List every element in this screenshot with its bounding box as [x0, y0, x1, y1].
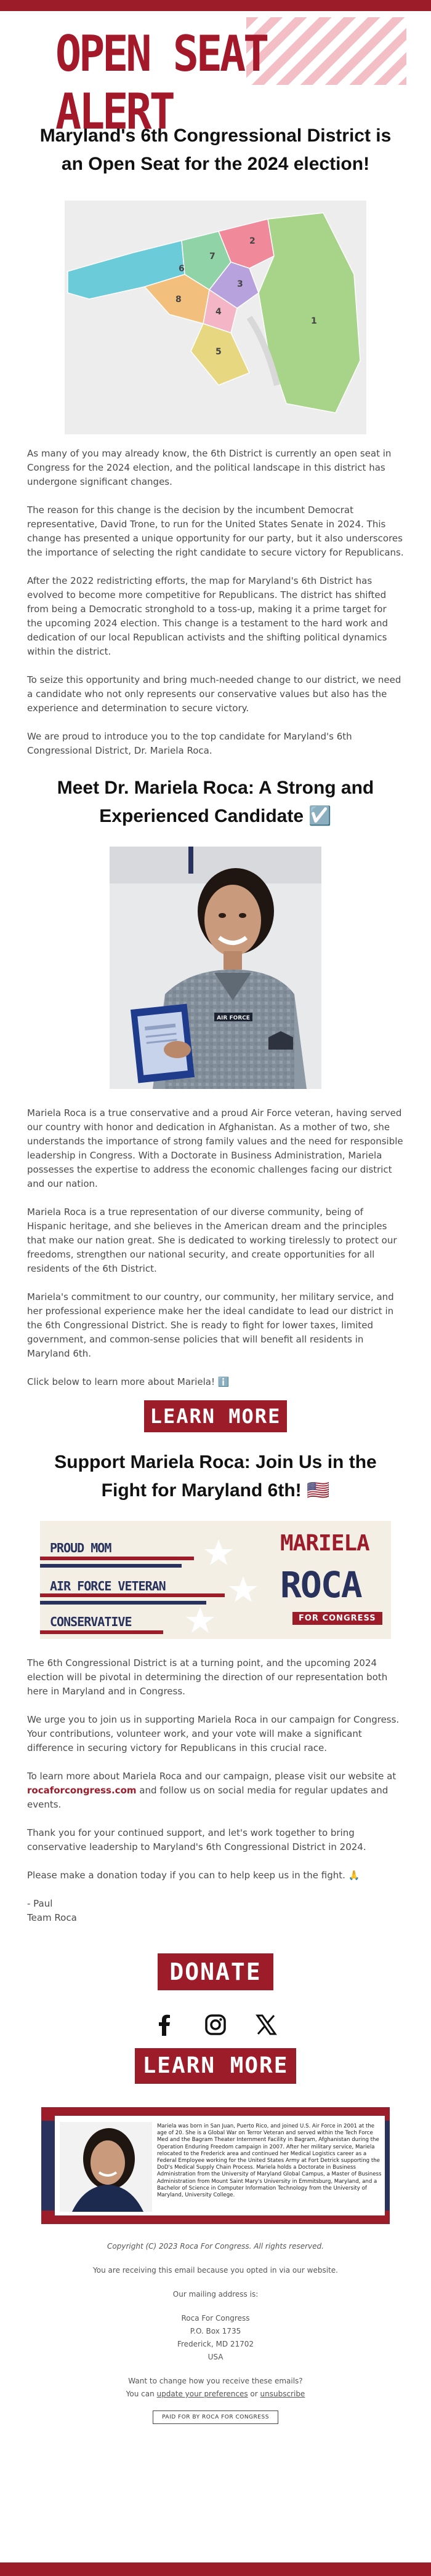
footer-org: Roca For Congress [181, 2314, 250, 2323]
map-label-3: 3 [237, 279, 243, 289]
intro-paragraph: The reason for this change is the decision by the incumbent Democrat representative, David Trone, to run for the United States Senate in 2024. This change has presented a unique opportunity for our party, but it also underscores the importance of selecting the right candidate to secure victory for Republicans. [27, 504, 404, 558]
logo-for-congress: FOR CONGRESS [292, 1612, 382, 1625]
paid-for-badge: PAID FOR BY ROCA FOR CONGRESS [153, 2411, 278, 2424]
header-banner [25, 11, 406, 141]
candidate-heading: Meet Dr. Mariela Roca: A Strong and Experienced Candidate ☑️ [57, 778, 374, 826]
candidate-paragraph: Mariela Roca is a true conservative and a proud Air Force veteran, having served our country with honor and dedication in Afghanistan. As a mother of two, she understands the importance of strong family values and the need for responsible leadership in Congress. With a Doctorate in Business Administration, Mariela possesses the expertise to address the economic challenges facing our district and our nation. [27, 1107, 403, 1189]
x-icon[interactable] [255, 2014, 277, 2036]
footer-copyright: Copyright (C) 2023 Roca For Congress. All rights reserved. [107, 2242, 324, 2251]
email-footer [0, 2241, 431, 2424]
bottom-accent-bar [0, 2562, 431, 2576]
portrait-drawing [110, 847, 321, 1089]
website-text-before: To learn more about Mariela Roca and our campaign, please visit our website at [27, 1771, 397, 1782]
footer-can-text: You can [126, 2390, 157, 2398]
page-headline: Maryland's 6th Congressional District is an Open Seat for the 2024 election! [39, 126, 392, 174]
logo-last-name: ROCA [280, 1564, 361, 1606]
banner-title: OPEN SEAT ALERT [55, 25, 267, 141]
signature-name: - Paul [27, 1898, 53, 1909]
website-paragraph [27, 1769, 404, 1812]
unsubscribe-link[interactable]: unsubscribe [260, 2390, 305, 2398]
footer-change-prompt: Want to change how you receive these emails? [128, 2377, 303, 2385]
map-label-5: 5 [216, 347, 222, 357]
candidate-portrait [110, 847, 321, 1089]
bio-headshot [60, 2122, 152, 2212]
support-paragraph: The 6th Congressional District is at a turning point, and the upcoming 2024 election will be pivotal in determining the direction of our representation both here in Maryland and in Congress. [27, 1657, 388, 1697]
campaign-logo-image [40, 1521, 391, 1639]
roca-logo [274, 1527, 391, 1632]
logo-line-2: AIR FORCE VETERAN [50, 1579, 166, 1593]
logo-line-1: PROUD MOM [50, 1541, 111, 1555]
instagram-icon[interactable] [204, 2014, 227, 2036]
intro-paragraph: To seize this opportunity and bring much-needed change to our district, we need a candidate who not only represents our conservative values but also has the experience and determination to secure victory. [27, 674, 401, 714]
footer-country: USA [207, 2353, 224, 2361]
learn-more-button[interactable]: LEARN MORE [144, 1400, 287, 1432]
footer-po-box: P.O. Box 1735 [190, 2327, 241, 2335]
candidate-paragraph: Mariela's commitment to our country, our community, her military service, and her professional experience make her the ideal candidate to lead our district in the 6th Congressional District. She is ready to fight for lower taxes, limited government, and common-sense policies that will benefit all residents in Maryland 6th. [27, 1291, 394, 1359]
map-label-6: 6 [179, 264, 185, 274]
map-label-8: 8 [175, 295, 182, 305]
footer-mailing-label: Our mailing address is: [172, 2290, 259, 2299]
intro-paragraph: After the 2022 redistricting efforts, the map for Maryland's 6th District has evolved to become more competitive for Republicans. The district has shifted from being a Democratic stronghold to a toss-up, making it a prime target for the upcoming 2024 election. This change is a testament to the hard work and dedication of our local Republican activists and the shifting political dynamics within the district. [27, 575, 388, 657]
intro-paragraph: We are proud to introduce you to the top candidate for Maryland's 6th Congressional District, Dr. Mariela Roca. [27, 731, 352, 756]
map-label-2: 2 [249, 236, 256, 246]
update-preferences-link[interactable]: update your preferences [156, 2390, 248, 2398]
donation-request: Please make a donation today if you can to help keep us in the fight. 🙏 [27, 1870, 360, 1881]
closing-paragraph: Thank you for your continued support, and let's work together to bring conservative leadership to Maryland's 6th Congressional District in 2024. [27, 1827, 366, 1852]
website-link[interactable]: rocaforcongress.com [27, 1785, 137, 1796]
website-text-after: and follow us on social media for regular updates and events. [27, 1785, 389, 1810]
uniform-name-tape: AIR FORCE [217, 1015, 250, 1021]
district-map-image [65, 201, 366, 434]
logo-line-3: CONSERVATIVE [50, 1614, 132, 1629]
social-links [0, 2014, 431, 2036]
facebook-icon[interactable] [154, 2014, 176, 2036]
intro-paragraph: As many of you may already know, the 6th District is currently an open seat in Congress for the 2024 election, and the political landscape in this district has undergone significant changes. [27, 448, 392, 487]
top-accent-bar [0, 0, 431, 11]
support-paragraph: We urge you to join us in supporting Mariela Roca in our campaign for Congress. Your contributions, volunteer work, and your vote will make a significant difference in securing victory for Republicans in this crucial race. [27, 1714, 400, 1753]
candidate-paragraph: Mariela Roca is a true representation of our diverse community, being of Hispanic heritage, and she believes in the American dream and the principles that make our nation great. She is dedicated to working tirelessly to protect our freedoms, strengthen our national security, and create opportunities for all residents of the 6th District. [27, 1206, 397, 1274]
map-label-1: 1 [311, 316, 317, 326]
map-label-4: 4 [216, 307, 222, 317]
footer-preferences-line [0, 2389, 431, 2399]
support-heading: Support Mariela Roca: Join Us in the Fight for Maryland 6th! 🇺🇸 [54, 1452, 377, 1501]
footer-reason: You are receiving this email because you opted in via our website. [93, 2266, 338, 2275]
map-label-7: 7 [209, 252, 216, 261]
signature-team: Team Roca [27, 1912, 77, 1923]
bio-card-image [41, 2107, 390, 2224]
learn-more-prompt: Click below to learn more about Mariela! ℹ️ [27, 1376, 230, 1387]
logo-first-name: MARIELA [280, 1531, 369, 1556]
bio-text: Mariela was born in San Juan, Puerto Rico, and joined U.S. Air Force in 2001 at the age of 20. She is a Global War on Terror Veteran and served within the Tech Force Med and the Bagram Theater Internment Facility in Bagram, Afghanistan during the Operation Enduring Freedom campaign in 2007. After her military service, Mariela relocated to the Frederick area and continued her Medical Logistics career as a Federal Employee working for the United States Army at Fort Detrick supporting the DoD's Medical Supply Chain Process. Mariela holds a Doctorate in Business Administration from the University of Maryland Global Campus, a Master of Business Administration from Mount Saint Mary's University in Emmitsburg, Maryland, and a Bachelor of Science in Computer Information Technology from the University of Maryland, University College. [157, 2123, 382, 2199]
footer-city: Frederick, MD 21702 [177, 2340, 254, 2348]
learn-more-button-secondary[interactable]: LEARN MORE [135, 2048, 296, 2084]
donate-button[interactable]: DONATE [158, 1953, 273, 1990]
district-map-drawing [65, 201, 366, 434]
footer-or-text: or [248, 2390, 260, 2398]
